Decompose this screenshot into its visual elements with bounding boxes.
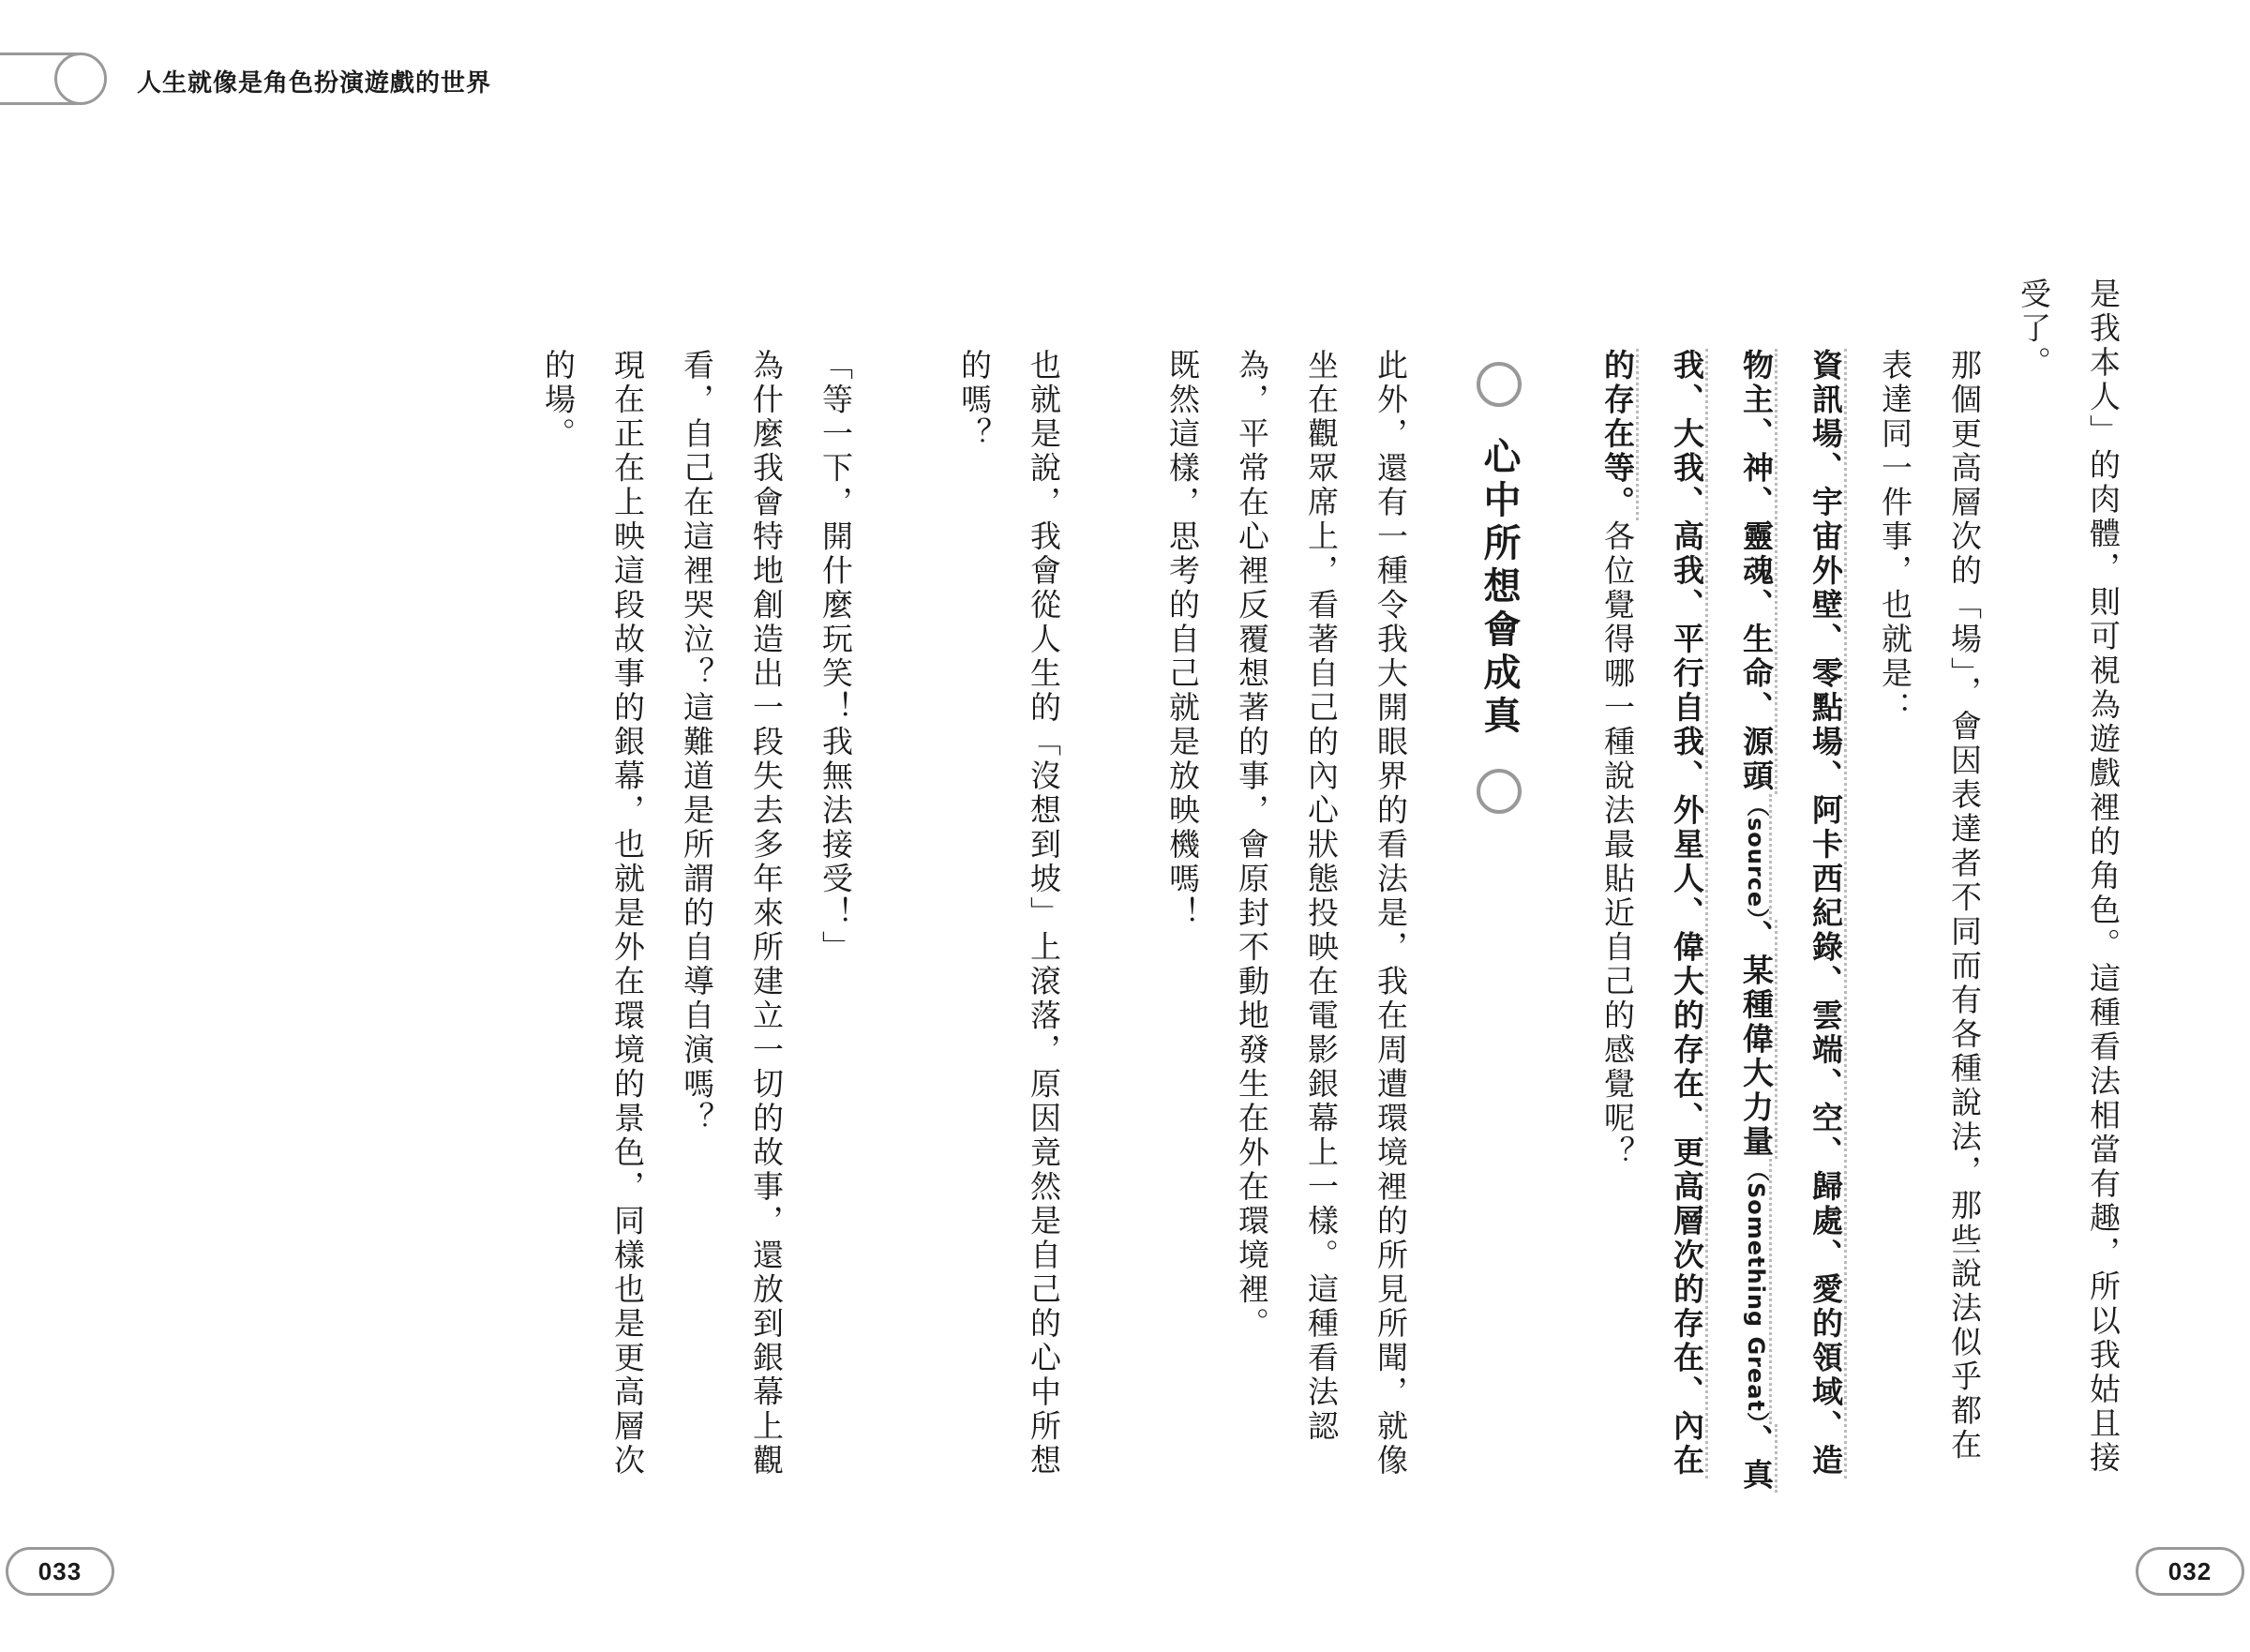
- heading-ring-icon-bottom: [1477, 769, 1522, 814]
- header-ring-decoration: [54, 53, 107, 105]
- paragraph: 也就是說，我會從人生的「沒想到坡」上滾落，原因竟然是自己的心中所想的嗎？: [956, 349, 1062, 1479]
- heading-ring-icon-top: [1477, 362, 1522, 407]
- paragraph: 那個更高層次的「場」，會因表達者不同而有各種說法，那些說法似乎都在表達同一件事，也就是：: [1877, 349, 1983, 1463]
- term-list-c: 、真我、大我、高我、平行自我、外星人、偉大的存在、更高層次的存在、內在的存在等。: [1599, 349, 1778, 1493]
- running-title: 人生就像是角色扮演遊戲的世界: [137, 69, 492, 98]
- section-heading: [1464, 278, 1534, 1496]
- paragraph: 為什麼我會特地創造出一段失去多年來所建立一切的故事，還放到銀幕上觀看，自己在這裡哭泣？這難道是所謂的自導自演嗎？: [679, 349, 785, 1479]
- paragraph-continued: 是我本人」的肉體，則可視為遊戲裡的角色。這種看法相當有趣，所以我姑且接受了。: [2016, 278, 2122, 1476]
- section-heading-text: 心中所想會成真: [1478, 437, 1521, 739]
- book-spread-body: [112, 278, 2138, 1496]
- term-latin-something-great: （Something Great）: [1743, 1159, 1772, 1424]
- page-number-right: 032: [2136, 1547, 2244, 1596]
- paragraph: 現在正在上映這段故事的銀幕，也就是外在環境的景色，同樣也是更高層次的場。: [540, 349, 646, 1479]
- paragraph: 既然這樣，思考的自己就是放映機嗎！: [1164, 349, 1201, 931]
- paragraph: 此外，還有一種令我大開眼界的看法是，我在周遭環境裡的所見所聞，就像坐在觀眾席上，看著自己的內心狀態投映在電影銀幕上一樣。這種看法認為，平常在心裡反覆想著的事，會原封不動地發生在外在環境裡。: [1234, 349, 1409, 1479]
- paragraph-term-list: [1582, 278, 1860, 1496]
- term-list-b: 、某種偉大力量: [1738, 920, 1778, 1160]
- term-list-a: 資訊場、宇宙外壁、零點場、阿卡西紀錄、雲端、空、歸處、愛的領域、造物主、神、靈魂、生命、源頭: [1738, 349, 1847, 1479]
- page-number-left: 033: [6, 1547, 114, 1596]
- term-list-question: 各位覺得哪一種說法最貼近自己的感覺呢？: [1599, 519, 1636, 1170]
- term-latin-source: （source）: [1743, 794, 1772, 920]
- paragraph-quote: 「等一下，開什麼玩笑！我無法接受！」: [818, 349, 854, 965]
